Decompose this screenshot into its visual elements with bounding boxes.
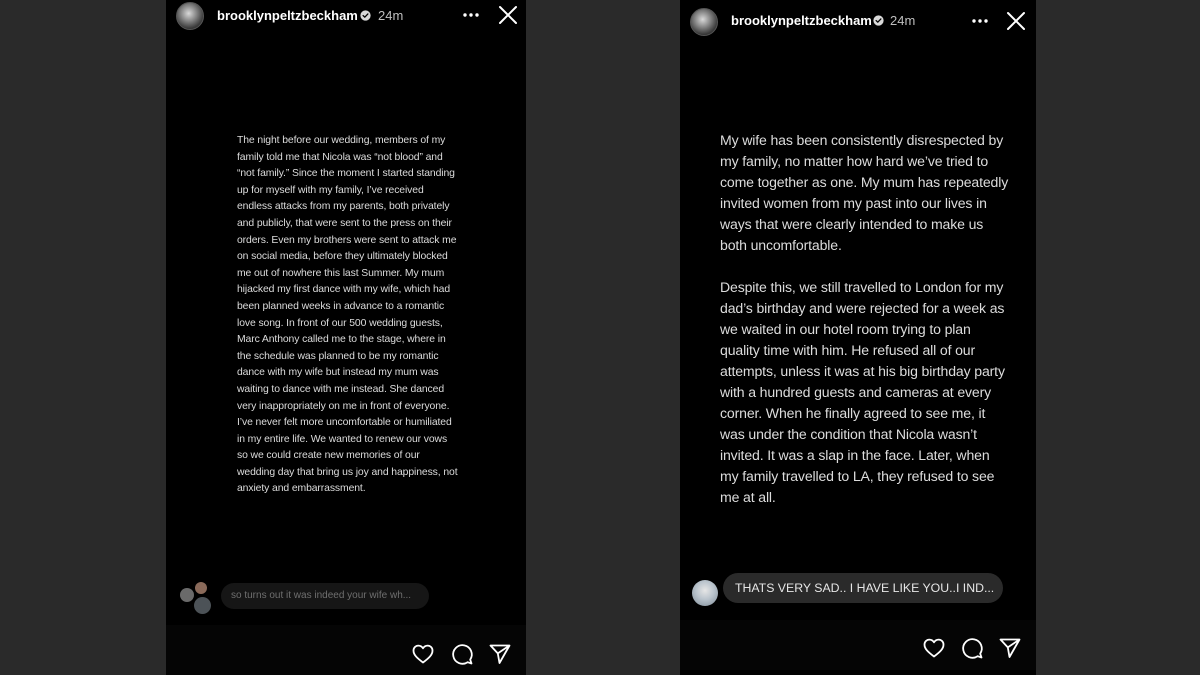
username[interactable]: brooklynpeltzbeckham [731,13,872,28]
comment-icon[interactable] [960,636,984,660]
verified-badge-icon [360,10,371,21]
commenter-avatar [692,580,718,606]
story-text: The night before our wedding, members of my family told me that Nicola was “not blood” and “not family.” Since the moment I started standing up for myself with my family, I’ve received endless attacks from my parents, both privately and publicly, that were sent to the press on their orders. Even my brothers were sent to attack me on social media, before they ultimately blocked me out of nowhere this last Summer. My mum hijacked my first dance with my wife, which had been planned weeks in advance to a romantic love song. In front of our 500 wedding guests, Marc Anthony called me to the stage, where in the schedule was planned to be my romantic dance with my wife but instead my mum was waiting to dance with me instead. She danced very inappropriately on me in front of everyone. I’ve never felt more uncomfortable or humiliated in my entire life. We wanted to renew our vows so we could create new memories of our wedding day that bring us joy and happiness, not anxiety and embarrassment. [237,135,458,495]
comment-icon[interactable] [450,642,474,666]
story-panel-right [680,0,1036,675]
verified-badge-icon [873,15,884,26]
more-options-icon[interactable] [462,12,480,18]
viewer-avatar [180,588,194,602]
heart-icon[interactable] [411,642,435,666]
viewer-avatar [194,597,211,614]
story-paragraph: My wife has been consistently disrespected by my family, no matter how hard we’ve tried to come together as one. My mum has repeatedly invited women from my past into our lives in ways that were clearly intended to make us both uncomfortable. [720,132,1009,253]
viewer-avatar [195,582,207,594]
story-header [680,0,1036,40]
close-icon[interactable] [1006,11,1026,31]
story-text [720,130,1010,529]
profile-avatar[interactable] [690,8,718,36]
reply-comment[interactable]: THATS VERY SAD.. I HAVE LIKE YOU..I IND... [723,573,1003,603]
viewer-avatars [180,582,214,616]
username[interactable]: brooklynpeltzbeckham [217,8,358,23]
timestamp: 24m [378,8,404,23]
more-options-icon[interactable] [971,18,989,24]
timestamp: 24m [890,13,916,28]
share-icon[interactable] [488,642,512,666]
reply-comment[interactable]: so turns out it was indeed your wife wh... [221,583,429,609]
profile-avatar[interactable] [176,2,204,30]
heart-icon[interactable] [922,636,946,660]
story-header [166,0,526,40]
story-paragraph: Despite this, we still travelled to London for my dad’s birthday and were rejected for a week as we waited in our hotel room trying to plan quality time with him. He refused all of our attempts, unless it was at his big birthday party with a hundred guests and cameras at every corner. When he finally agreed to see me, it was under the condition that Nicola wasn’t invited. It was a slap in the face. Later, when my family travelled to LA, they refused to see me at all. [720,279,1005,505]
story-panel-left [166,0,526,675]
close-icon[interactable] [498,5,518,25]
share-icon[interactable] [998,636,1022,660]
